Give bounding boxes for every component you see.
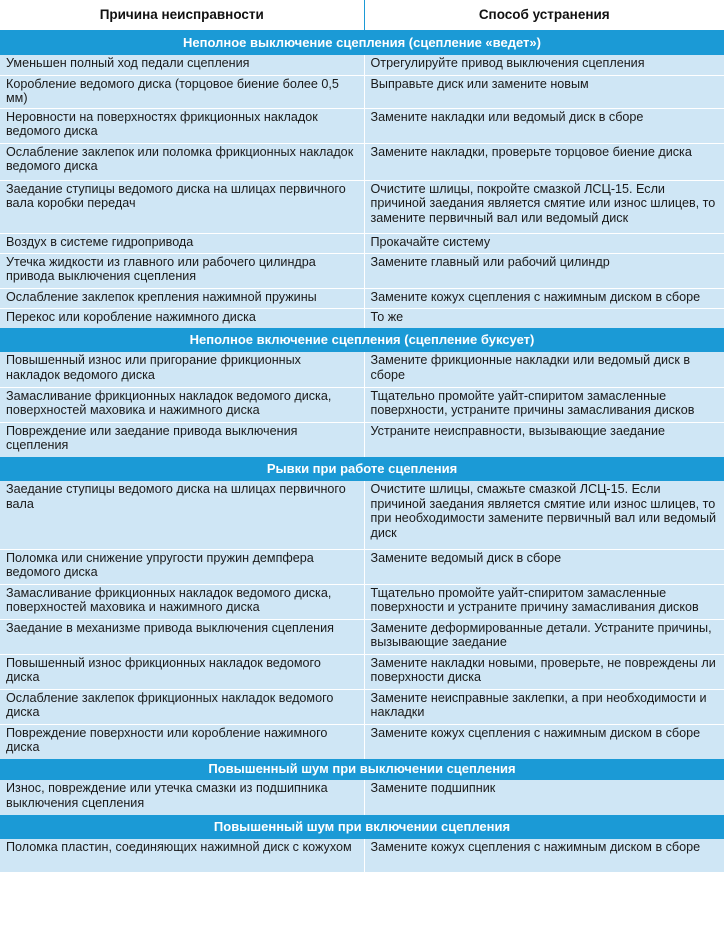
fix-cell: Очистите шлицы, покройте смазкой ЛСЦ-15. Если причиной заедания является смятие или износ шлицев, то замените первичный вал или ведомый диск	[364, 180, 724, 233]
section-title: Неполное выключение сцепления (сцепление «ведет»)	[0, 31, 724, 55]
cause-cell: Ослабление заклепок фрикционных накладок ведомого диска	[0, 689, 364, 724]
table-row	[0, 253, 724, 288]
section-header-row	[0, 328, 724, 352]
cause-cell: Повышенный износ или пригорание фрикционных накладок ведомого диска	[0, 352, 364, 387]
table-row	[0, 233, 724, 253]
fix-cell: Выправьте диск или замените новым	[364, 75, 724, 108]
table-row	[0, 654, 724, 689]
table-row	[0, 55, 724, 75]
fix-cell: Тщательно промойте уайт-спиритом замасленные поверхности и устраните причину замасливания дисков	[364, 584, 724, 619]
table-row	[0, 143, 724, 180]
fix-cell: То же	[364, 308, 724, 328]
section-title: Повышенный шум при выключении сцепления	[0, 759, 724, 780]
table-row	[0, 689, 724, 724]
table-row	[0, 308, 724, 328]
cause-cell: Повреждение или заедание привода выключения сцепления	[0, 422, 364, 457]
table-row	[0, 839, 724, 872]
fix-cell: Замените накладки или ведомый диск в сборе	[364, 108, 724, 143]
fix-cell: Замените кожух сцепления с нажимным диском в сборе	[364, 724, 724, 759]
cause-cell: Перекос или коробление нажимного диска	[0, 308, 364, 328]
section-header-row	[0, 31, 724, 55]
table-row	[0, 481, 724, 549]
cause-cell: Заедание ступицы ведомого диска на шлицах первичного вала коробки передач	[0, 180, 364, 233]
fix-cell: Прокачайте систему	[364, 233, 724, 253]
table-row	[0, 387, 724, 422]
table-row	[0, 549, 724, 584]
header-fix: Способ устранения	[364, 0, 724, 31]
fix-cell: Замените ведомый диск в сборе	[364, 549, 724, 584]
cause-cell: Ослабление заклепок крепления нажимной пружины	[0, 288, 364, 308]
cause-cell: Воздух в системе гидропривода	[0, 233, 364, 253]
fix-cell: Замените кожух сцепления с нажимным диском в сборе	[364, 839, 724, 872]
section-title: Неполное включение сцепления (сцепление буксует)	[0, 328, 724, 352]
table-row	[0, 619, 724, 654]
table-row	[0, 180, 724, 233]
fix-cell: Замените деформированные детали. Устраните причины, вызывающие заедание	[364, 619, 724, 654]
cause-cell: Утечка жидкости из главного или рабочего цилиндра привода выключения сцепления	[0, 253, 364, 288]
cause-cell: Повреждение поверхности или коробление нажимного диска	[0, 724, 364, 759]
cause-cell: Замасливание фрикционных накладок ведомого диска, поверхностей маховика и нажимного диска	[0, 387, 364, 422]
table-row	[0, 422, 724, 457]
fix-cell: Замените накладки новыми, проверьте, не повреждены ли поверхности диска	[364, 654, 724, 689]
cause-cell: Замасливание фрикционных накладок ведомого диска, поверхностей маховика и нажимного диска	[0, 584, 364, 619]
cause-cell: Поломка пластин, соединяющих нажимной диск с кожухом	[0, 839, 364, 872]
fix-cell: Устраните неисправности, вызывающие заедание	[364, 422, 724, 457]
cause-cell: Заедание в механизме привода выключения сцепления	[0, 619, 364, 654]
fix-cell: Тщательно промойте уайт-спиритом замасленные поверхности, устраните причины замасливания дисков	[364, 387, 724, 422]
cause-cell: Коробление ведомого диска (торцовое биение более 0,5 мм)	[0, 75, 364, 108]
fix-cell: Замените подшипник	[364, 780, 724, 815]
section-header-row	[0, 759, 724, 780]
table-header-row	[0, 0, 724, 31]
cause-cell: Повышенный износ фрикционных накладок ведомого диска	[0, 654, 364, 689]
table-row	[0, 352, 724, 387]
section-title: Повышенный шум при включении сцепления	[0, 815, 724, 839]
fix-cell: Очистите шлицы, смажьте смазкой ЛСЦ-15. Если причиной заедания является смятие или износ шлицев, то при необходимости замените первичный вал или ведомый диск	[364, 481, 724, 549]
section-header-row	[0, 815, 724, 839]
fix-cell: Замените фрикционные накладки или ведомый диск в сборе	[364, 352, 724, 387]
cause-cell: Поломка или снижение упругости пружин демпфера ведомого диска	[0, 549, 364, 584]
table-row	[0, 288, 724, 308]
table-row	[0, 724, 724, 759]
cause-cell: Уменьшен полный ход педали сцепления	[0, 55, 364, 75]
table-row	[0, 108, 724, 143]
cause-cell: Ослабление заклепок или поломка фрикционных накладок ведомого диска	[0, 143, 364, 180]
section-title: Рывки при работе сцепления	[0, 457, 724, 481]
table-row	[0, 584, 724, 619]
cause-cell: Износ, повреждение или утечка смазки из подшипника выключения сцепления	[0, 780, 364, 815]
section-header-row	[0, 457, 724, 481]
fix-cell: Замените кожух сцепления с нажимным диском в сборе	[364, 288, 724, 308]
fix-cell: Замените неисправные заклепки, а при необходимости и накладки	[364, 689, 724, 724]
cause-cell: Заедание ступицы ведомого диска на шлицах первичного вала	[0, 481, 364, 549]
fix-cell: Отрегулируйте привод выключения сцепления	[364, 55, 724, 75]
fix-cell: Замените накладки, проверьте торцовое биение диска	[364, 143, 724, 180]
table-row	[0, 780, 724, 815]
fix-cell: Замените главный или рабочий цилиндр	[364, 253, 724, 288]
header-cause: Причина неисправности	[0, 0, 364, 31]
cause-cell: Неровности на поверхностях фрикционных накладок ведомого диска	[0, 108, 364, 143]
table-body	[0, 31, 724, 872]
table-row	[0, 75, 724, 108]
